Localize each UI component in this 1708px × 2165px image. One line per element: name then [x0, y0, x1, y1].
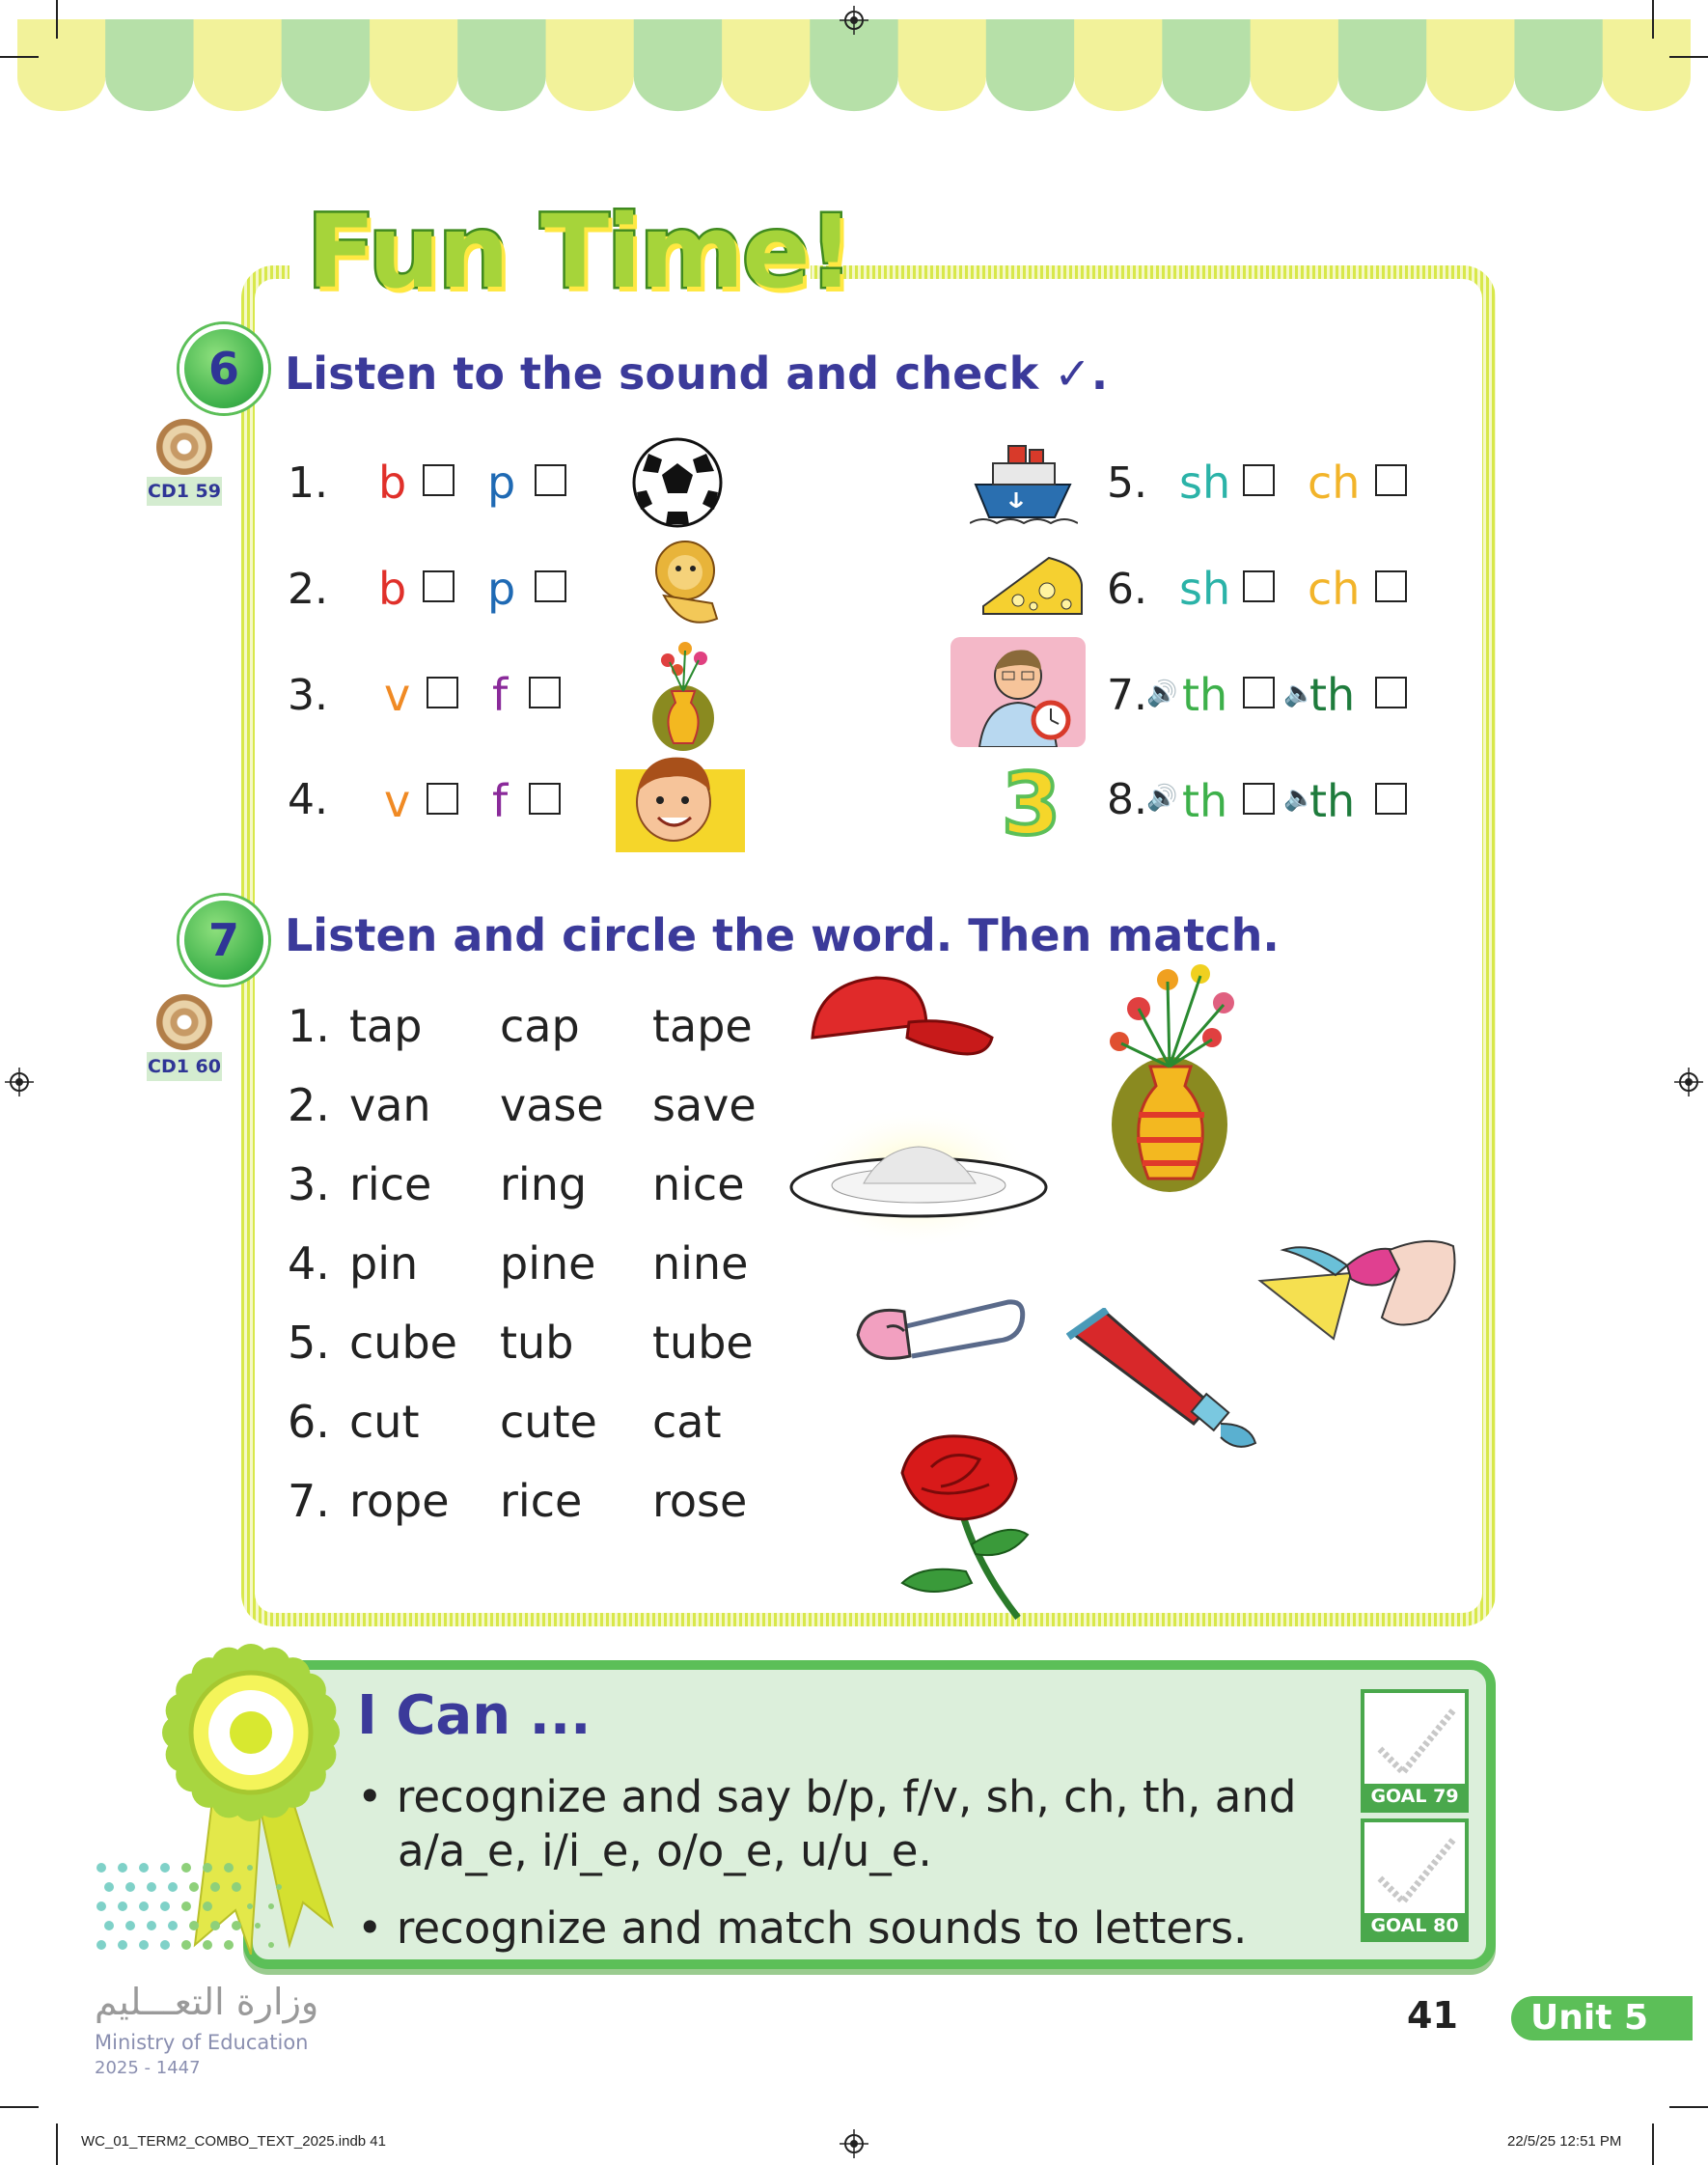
logo-dot — [96, 1940, 106, 1950]
word-option[interactable]: rope — [349, 1475, 450, 1527]
word-option[interactable]: pine — [500, 1237, 596, 1290]
sound-option: th — [1182, 775, 1228, 827]
logo-dot — [203, 1863, 212, 1873]
cd-track-tag — [147, 419, 222, 506]
ship-icon — [970, 432, 1078, 529]
logo-dot — [181, 1901, 191, 1911]
row-number: 4. — [288, 775, 328, 824]
crop-mark — [1669, 56, 1708, 58]
unvoiced-speaker-icon: 🔈 — [1283, 680, 1315, 708]
row-number: 5. — [288, 1317, 330, 1369]
print-date: 22/5/25 12:51 PM — [1507, 2133, 1622, 2150]
ministry-name-arabic: وزارة التعـــليم — [95, 1981, 319, 2023]
word-option[interactable]: pin — [349, 1237, 419, 1290]
logo-dot — [118, 1901, 127, 1911]
goal-label: GOAL 80 — [1364, 1913, 1465, 1938]
check-box[interactable] — [529, 783, 561, 815]
check-box[interactable] — [427, 783, 458, 815]
ministry-name-english: Ministry of Education — [95, 2031, 309, 2054]
awning-scallop — [457, 19, 545, 111]
awning-scallop — [1603, 19, 1691, 111]
logo-dot — [160, 1901, 170, 1911]
print-file-name: WC_01_TERM2_COMBO_TEXT_2025.indb 41 — [81, 2133, 386, 2150]
awning-scallop — [1426, 19, 1514, 111]
i-can-item: • recognize and match sounds to letters. — [357, 1902, 1248, 1954]
logo-dot — [210, 1921, 220, 1930]
crop-mark — [56, 0, 58, 39]
cd-icon — [156, 419, 212, 475]
awning-scallop — [282, 19, 370, 111]
sound-option: v — [384, 775, 411, 827]
word-option[interactable]: tub — [500, 1317, 574, 1369]
crop-mark — [1652, 0, 1654, 39]
word-option[interactable]: save — [652, 1079, 757, 1131]
word-option[interactable]: ring — [500, 1158, 588, 1210]
logo-dot — [125, 1921, 135, 1930]
awning-scallop — [634, 19, 722, 111]
crop-mark — [0, 2106, 39, 2108]
awning-scallop — [1074, 19, 1162, 111]
awning-scallop — [1514, 19, 1602, 111]
check-box[interactable] — [1243, 677, 1275, 708]
boy-face-icon — [616, 748, 745, 852]
logo-dot — [210, 1882, 220, 1892]
word-option[interactable]: vase — [500, 1079, 604, 1131]
logo-dot — [224, 1863, 234, 1873]
sound-option: f — [492, 775, 509, 827]
sound-option: v — [384, 669, 411, 721]
row-number: 4. — [288, 1237, 330, 1290]
vase-icon[interactable] — [1100, 960, 1254, 1202]
check-box[interactable] — [1375, 570, 1407, 602]
exercise-instruction: Listen and circle the word. Then match. — [285, 909, 1280, 961]
awning-scallop — [898, 19, 986, 111]
check-box[interactable] — [423, 570, 455, 602]
logo-dot — [181, 1940, 191, 1950]
row-number: 1. — [288, 458, 328, 508]
tube-icon[interactable] — [1066, 1308, 1269, 1453]
logo-dot — [139, 1940, 149, 1950]
unvoiced-speaker-icon: 🔈 — [1283, 784, 1315, 813]
check-box[interactable] — [1243, 783, 1275, 815]
cd-track-label: CD1 59 — [147, 477, 222, 506]
check-box[interactable] — [1375, 783, 1407, 815]
logo-dot — [147, 1882, 156, 1892]
word-option[interactable]: tube — [652, 1317, 754, 1369]
awning-scallop — [1338, 19, 1426, 111]
word-option[interactable]: cap — [500, 1000, 580, 1052]
crop-mark — [0, 56, 39, 58]
check-mark-icon — [1364, 1693, 1465, 1786]
cd-track-label: CD1 60 — [147, 1052, 222, 1081]
sound-option: sh — [1179, 457, 1231, 509]
logo-dot — [104, 1921, 114, 1930]
logo-dot — [139, 1863, 149, 1873]
awning-scallop — [17, 19, 105, 111]
check-box[interactable] — [1243, 464, 1275, 496]
row-number: 8. — [1107, 775, 1147, 824]
i-can-item: a/a_e, i/i_e, o/o_e, u/u_e. — [398, 1825, 932, 1876]
sound-option: th — [1182, 669, 1228, 721]
goal-label: GOAL 79 — [1364, 1784, 1465, 1809]
logo-dot — [232, 1882, 241, 1892]
registration-mark-icon — [1674, 1068, 1703, 1096]
check-box[interactable] — [1375, 677, 1407, 708]
vase-icon — [645, 637, 722, 753]
number-three: 3 — [1002, 755, 1061, 854]
logo-dot — [168, 1882, 178, 1892]
logo-dot — [247, 1903, 253, 1909]
logo-dot — [189, 1882, 199, 1892]
logo-dot — [232, 1921, 241, 1930]
sound-option: p — [487, 563, 516, 615]
row-number: 7. — [288, 1475, 330, 1527]
word-option[interactable]: cute — [500, 1396, 597, 1448]
cheese-icon — [979, 552, 1086, 620]
logo-dot — [181, 1863, 191, 1873]
logo-dot — [160, 1940, 170, 1950]
rose-icon[interactable] — [883, 1429, 1037, 1622]
crop-mark — [56, 2123, 58, 2165]
voiced-speaker-icon: 🔊 — [1146, 784, 1178, 813]
sound-option: ch — [1308, 563, 1361, 615]
logo-dot — [189, 1921, 199, 1930]
awning-scallop — [546, 19, 634, 111]
row-number: 3. — [288, 1158, 330, 1210]
check-box[interactable] — [1243, 570, 1275, 602]
logo-dot — [247, 1865, 253, 1871]
sound-option: b — [378, 457, 407, 509]
unit-tab: Unit 5 — [1511, 1996, 1693, 2040]
registration-mark-icon — [840, 2129, 868, 2158]
word-option[interactable]: tap — [349, 1000, 423, 1052]
logo-dot — [147, 1921, 156, 1930]
logo-dot — [276, 1884, 282, 1890]
page-title: Fun Time! — [307, 193, 853, 311]
row-number: 1. — [288, 1000, 330, 1052]
check-mark-icon — [1364, 1822, 1465, 1915]
sound-option: th — [1309, 669, 1356, 721]
word-option[interactable]: nice — [652, 1158, 745, 1210]
ball-icon — [629, 434, 726, 531]
logo-dot — [203, 1940, 212, 1950]
logo-dot — [224, 1940, 234, 1950]
check-box[interactable] — [535, 464, 566, 496]
word-option[interactable]: cat — [652, 1396, 722, 1448]
word-option[interactable]: van — [349, 1079, 431, 1131]
word-option[interactable]: rice — [349, 1158, 432, 1210]
i-can-item: • recognize and say b/p, f/v, sh, ch, th, and — [357, 1771, 1297, 1822]
logo-dot — [118, 1863, 127, 1873]
ministry-year: 2025 - 1447 — [95, 2058, 201, 2078]
sound-option: ch — [1308, 457, 1361, 509]
logo-dot — [168, 1921, 178, 1930]
registration-mark-icon — [840, 6, 868, 35]
awning-scallop — [194, 19, 282, 111]
row-number: 2. — [288, 1079, 330, 1131]
exercise-number-badge: 6 — [179, 324, 268, 413]
logo-dot — [118, 1940, 127, 1950]
crop-mark — [1669, 2106, 1708, 2108]
sound-option: f — [492, 669, 509, 721]
awning-scallop — [105, 19, 193, 111]
awning-scallop — [1251, 19, 1338, 111]
awning-scallop — [722, 19, 810, 111]
logo-dot — [160, 1863, 170, 1873]
row-number: 6. — [1107, 565, 1147, 614]
logo-dot — [96, 1901, 106, 1911]
logo-dot — [139, 1901, 149, 1911]
voiced-speaker-icon: 🔊 — [1146, 680, 1178, 708]
cap-icon[interactable] — [803, 970, 996, 1067]
page-number: 41 — [1407, 1994, 1458, 2037]
logo-dot — [255, 1923, 261, 1929]
sound-option: sh — [1179, 563, 1231, 615]
crop-mark — [1652, 2123, 1654, 2165]
row-number: 3. — [288, 671, 328, 720]
row-number: 2. — [288, 565, 328, 614]
word-option[interactable]: cut — [349, 1396, 420, 1448]
check-box[interactable] — [427, 677, 458, 708]
exercise-number-badge: 7 — [179, 896, 268, 985]
word-option[interactable]: nine — [652, 1237, 749, 1290]
logo-dot — [268, 1942, 274, 1948]
exercise-instruction: Listen to the sound and check ✓. — [285, 347, 1109, 400]
cd-icon — [156, 994, 212, 1050]
word-option[interactable]: tape — [652, 1000, 753, 1052]
sound-option: b — [378, 563, 407, 615]
safety-pin-icon[interactable] — [854, 1289, 1028, 1375]
logo-dot — [104, 1882, 114, 1892]
puppet-icon — [645, 536, 731, 632]
scissors-cutting-icon[interactable] — [1254, 1231, 1462, 1346]
check-box[interactable] — [535, 570, 566, 602]
i-can-title: I Can ... — [357, 1684, 592, 1747]
check-box[interactable] — [529, 677, 561, 708]
logo-dot — [96, 1863, 106, 1873]
row-number: 6. — [288, 1396, 330, 1448]
word-option[interactable]: cube — [349, 1317, 457, 1369]
ministry-logo-dots-icon — [92, 1858, 304, 1964]
logo-dot — [125, 1882, 135, 1892]
cd-track-tag — [147, 994, 222, 1081]
sound-option: p — [487, 457, 516, 509]
word-option[interactable]: rice — [500, 1475, 583, 1527]
logo-dot — [203, 1901, 212, 1911]
check-box[interactable] — [423, 464, 455, 496]
awning-scallop — [986, 19, 1074, 111]
row-number: 7. — [1107, 671, 1147, 720]
man-clock-icon — [950, 637, 1086, 747]
awning-scallop — [370, 19, 457, 111]
goal-checkbox[interactable] — [1361, 1689, 1469, 1813]
row-number: 5. — [1107, 458, 1147, 508]
registration-mark-icon — [5, 1068, 34, 1096]
goal-checkbox[interactable] — [1361, 1818, 1469, 1942]
logo-dot — [268, 1903, 274, 1909]
word-option[interactable]: rose — [652, 1475, 748, 1527]
plate-of-rice-icon[interactable] — [786, 1110, 1052, 1255]
awning-scallop — [1162, 19, 1250, 111]
sound-option: th — [1309, 775, 1356, 827]
check-box[interactable] — [1375, 464, 1407, 496]
